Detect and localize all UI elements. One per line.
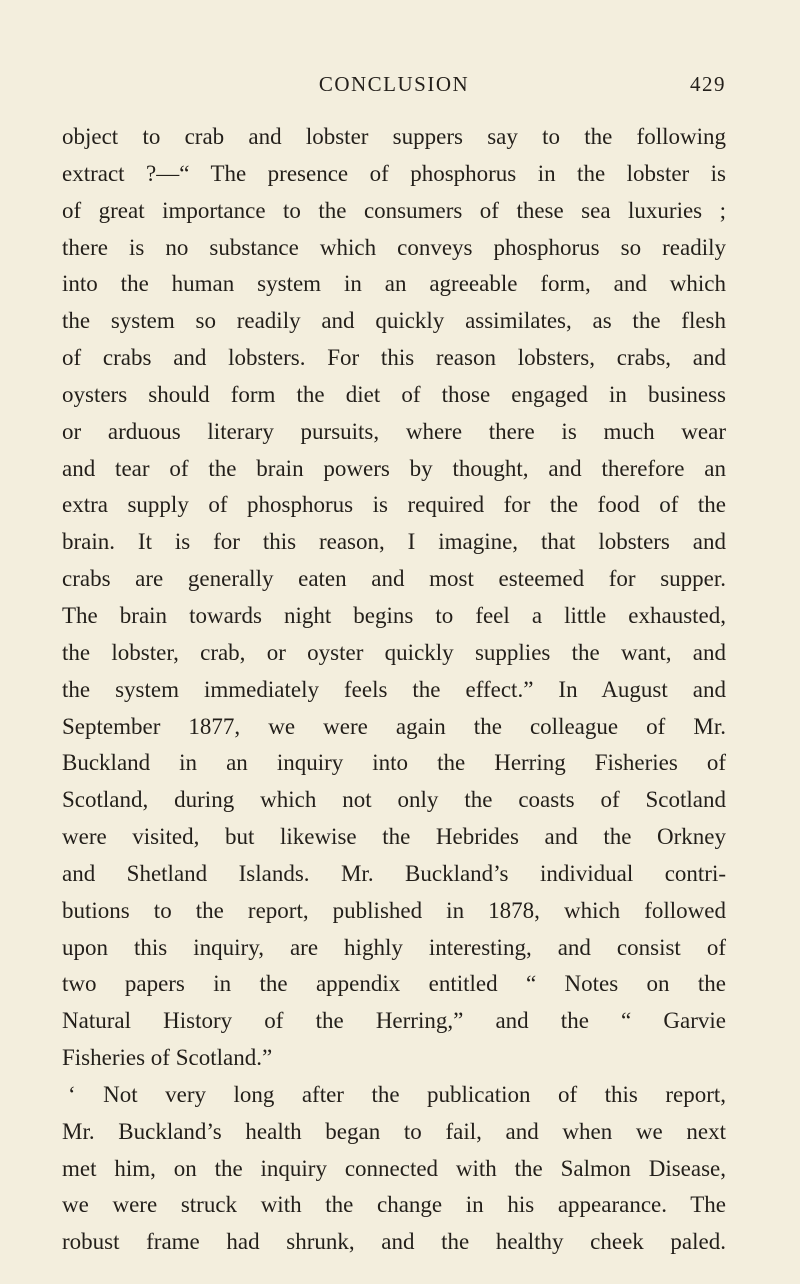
text-line: object to crab and lobster suppers say to the following — [62, 124, 726, 149]
text-line: the system immediately feels the effect.” In August and — [62, 676, 726, 702]
text-line: upon this inquiry, are highly interesting, and consist of — [62, 934, 726, 960]
text-line: robust frame had shrunk, and the healthy cheek paled. — [62, 1229, 726, 1255]
text-line: ‘ Not very long after the publication of this report, — [68, 1081, 726, 1107]
text-line: of crabs and lobsters. For this reason lobsters, crabs, and — [62, 345, 726, 371]
text-line: met him, on the inquiry connected with the Salmon Disease, — [62, 1155, 726, 1181]
text-line: two papers in the appendix entitled “ Notes on the — [62, 971, 726, 997]
text-line: of great importance to the consumers of these sea luxuries ; — [62, 197, 726, 223]
text-line: were visited, but likewise the Hebrides and the Orkney — [62, 824, 726, 850]
text-line: and tear of the brain powers by thought, and therefore an — [62, 455, 726, 481]
running-title: CONCLUSION — [318, 72, 470, 96]
text-line: the lobster, crab, or oyster quickly supplies the want, and — [62, 639, 726, 665]
text-line: Scotland, during which not only the coasts of Scotland — [62, 787, 726, 813]
text-line: butions to the report, published in 1878, which followed — [62, 897, 726, 923]
text-line: The brain towards night begins to feel a little exhausted, — [62, 602, 726, 628]
body-text — [62, 119, 726, 1261]
text-line: the system so readily and quickly assimilates, as the flesh — [62, 308, 726, 334]
text-line: and Shetland Islands. Mr. Buckland’s individual contri- — [62, 860, 726, 886]
text-line: we were struck with the change in his appearance. The — [62, 1192, 726, 1218]
text-line: September 1877, we were again the colleague of Mr. — [62, 713, 726, 739]
page-number: 429 — [690, 72, 726, 96]
text-line: brain. It is for this reason, I imagine, that lobsters and — [62, 529, 726, 555]
text-line: crabs are generally eaten and most esteemed for supper. — [62, 566, 726, 592]
text-line: there is no substance which conveys phosphorus so readily — [62, 234, 726, 260]
text-line: Natural History of the Herring,” and the “ Garvie — [62, 1008, 726, 1034]
text-line: into the human system in an agreeable form, and which — [62, 271, 726, 297]
text-line: or arduous literary pursuits, where there is much wear — [62, 418, 726, 444]
text-line: oysters should form the diet of those engaged in business — [62, 381, 726, 407]
running-head — [62, 72, 726, 102]
text-line: Fisheries of Scotland.” — [62, 1045, 273, 1071]
text-line: extract ?—“ The presence of phosphorus in the lobster is — [62, 160, 726, 186]
text-line: Mr. Buckland’s health began to fail, and when we next — [62, 1118, 726, 1144]
text-line: Buckland in an inquiry into the Herring Fisheries of — [62, 750, 726, 776]
text-line: extra supply of phosphorus is required for the food of the — [62, 492, 726, 518]
